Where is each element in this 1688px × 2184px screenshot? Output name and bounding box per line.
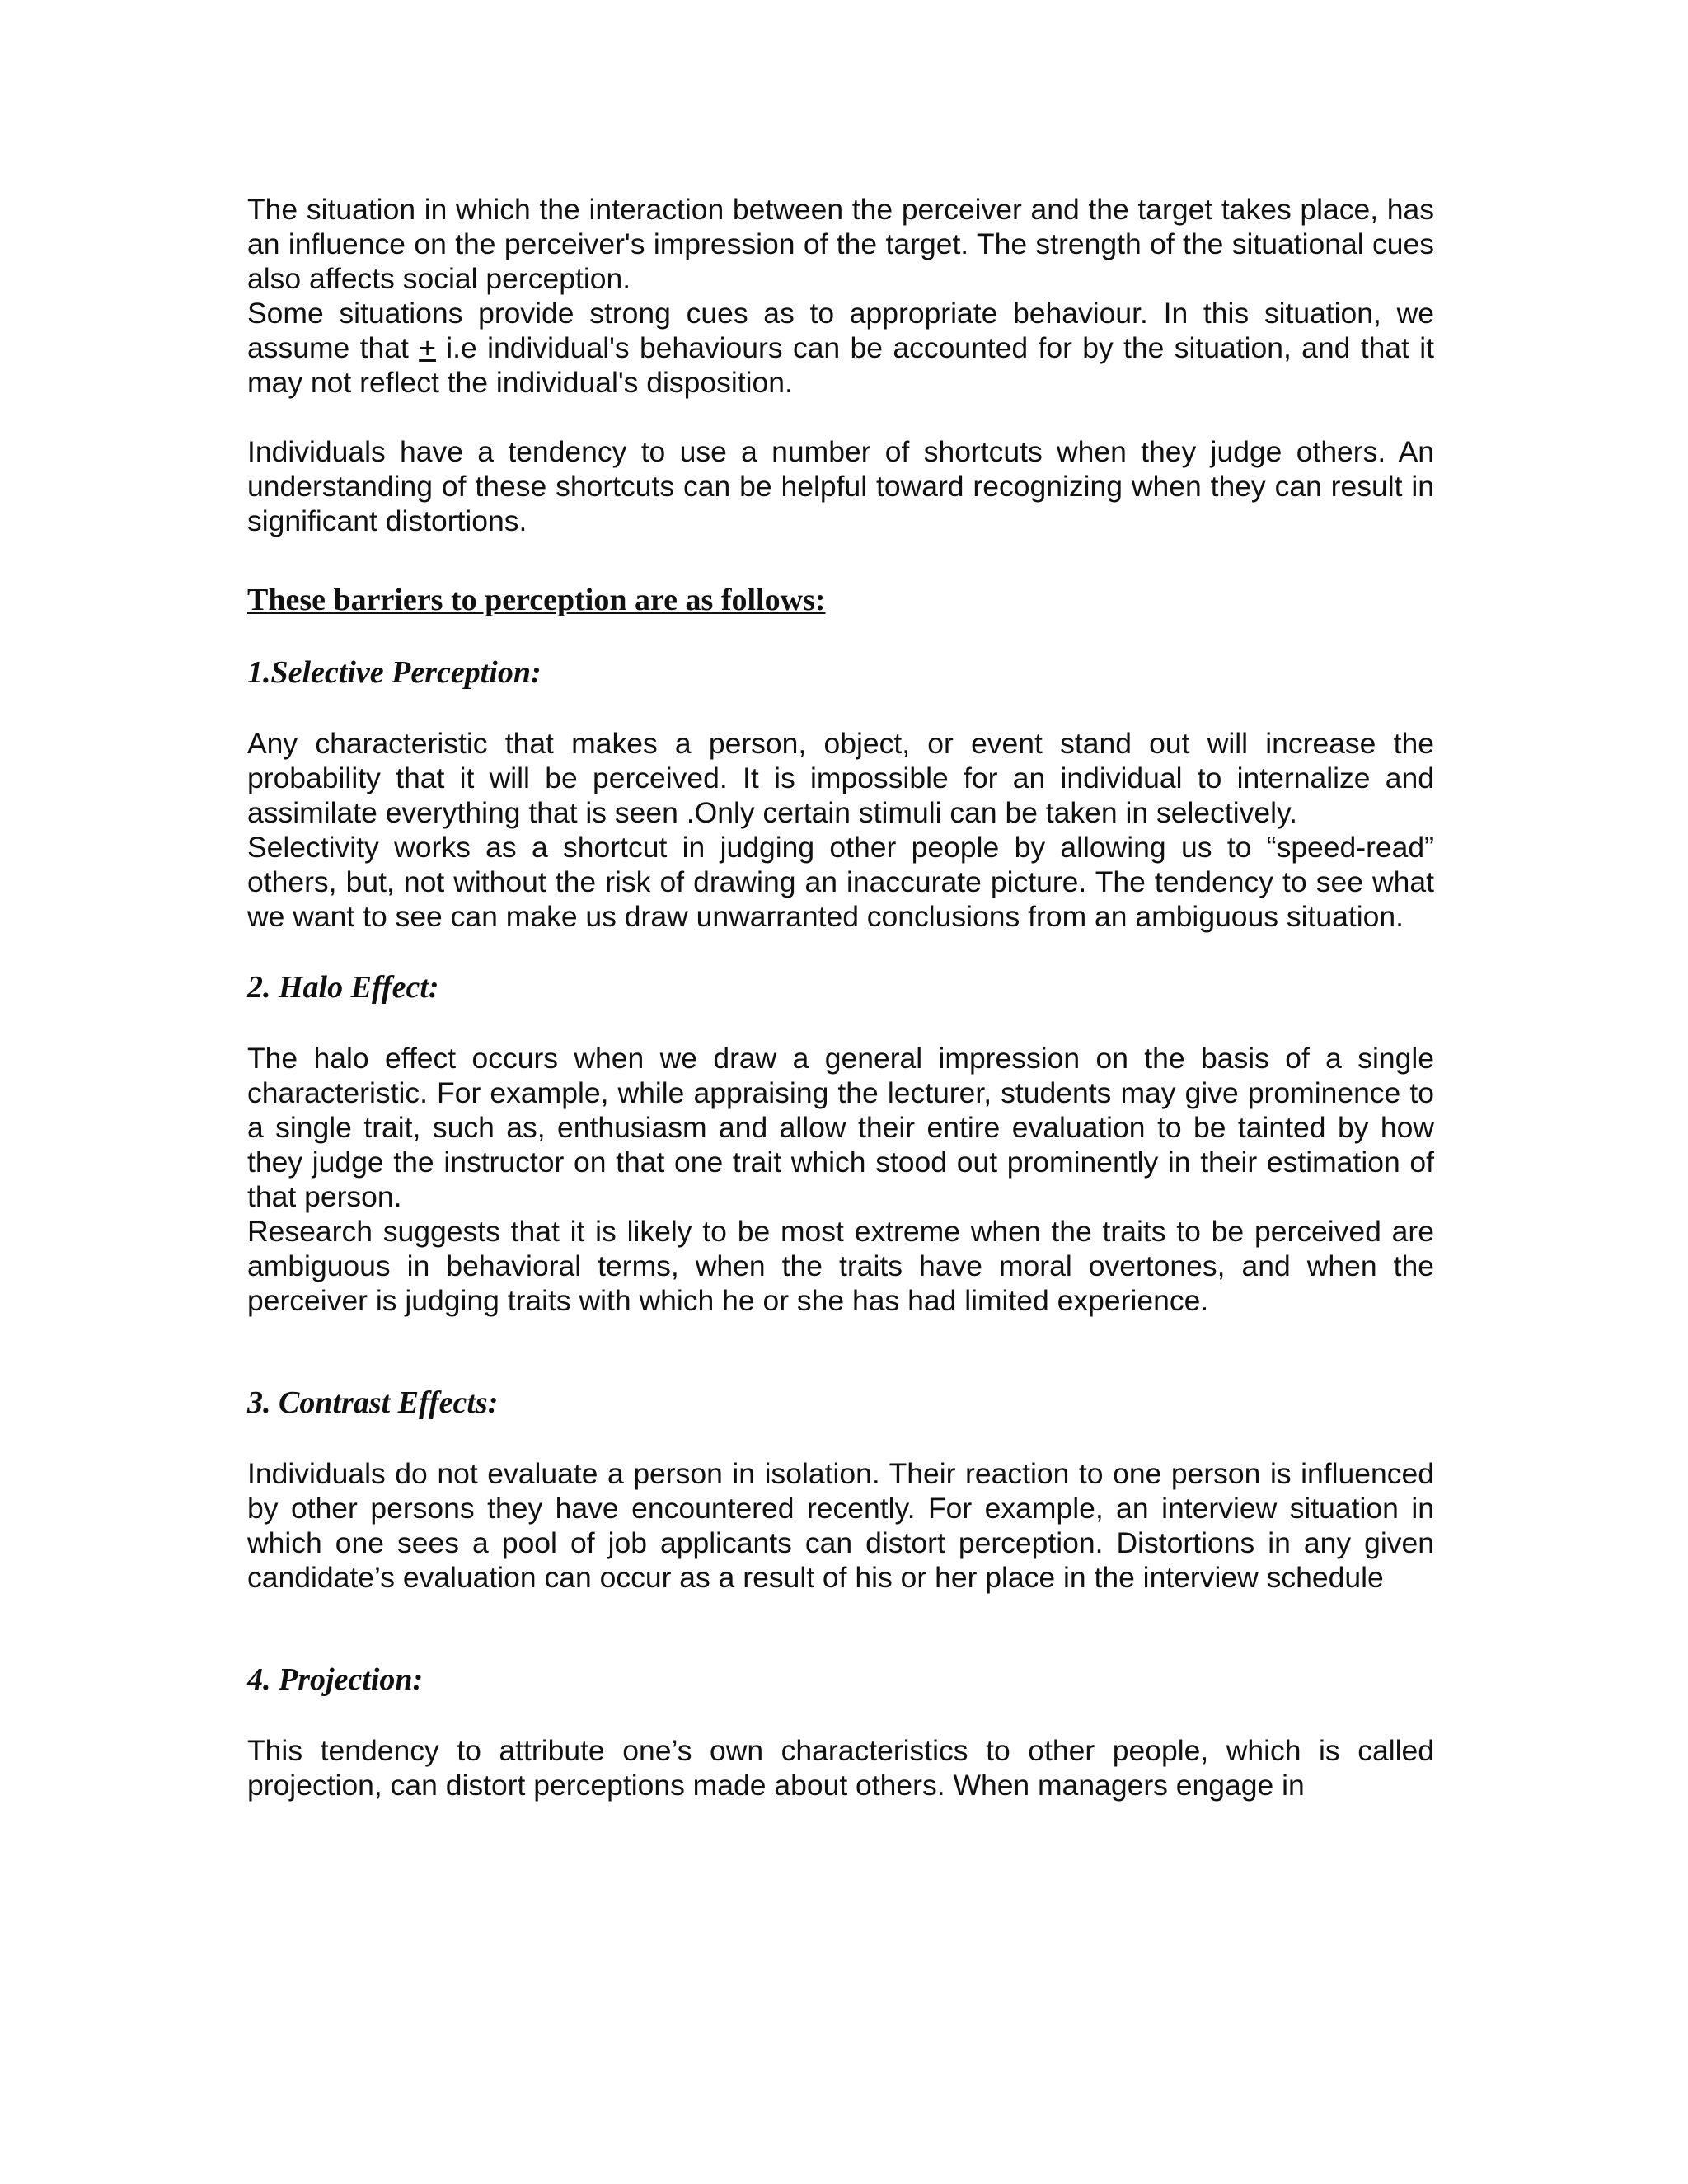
spacer bbox=[247, 934, 1434, 968]
section-heading-halo-effect: 2. Halo Effect: bbox=[247, 970, 439, 1005]
intro-paragraph-situation: The situation in which the interaction between the perceiver and the target takes place, has an influence on the perceiver's impression of the target. The strength of the situational cues also affects social perception. bbox=[247, 193, 1434, 295]
intro-paragraph-cues-text-end: i.e individual's behaviours can be accounted for by the situation, and that it may not reflect the individual's disposition. bbox=[247, 331, 1434, 399]
section-heading-selective-perception: 1.Selective Perception: bbox=[247, 655, 542, 690]
plus-minus-symbol: + bbox=[419, 331, 436, 364]
spacer bbox=[247, 400, 1434, 434]
contrast-effects-paragraph: Individuals do not evaluate a person in isolation. Their reaction to one person is influenced by other persons they have encountered recently. For example, an interview situation in which one sees a pool of job applicants can distort perception. Distortions in any given candidate’s evaluation can occur as a result of his or her place in the interview schedule bbox=[247, 1457, 1434, 1594]
barriers-heading: These barriers to perception are as follows: bbox=[247, 583, 826, 617]
spacer bbox=[247, 1422, 1434, 1456]
section-heading-projection: 4. Projection: bbox=[247, 1662, 424, 1697]
spacer bbox=[247, 1006, 1434, 1041]
intro-paragraph-cues bbox=[247, 296, 1434, 400]
projection-paragraph: This tendency to attribute one’s own characteristics to other people, which is called projection, can distort perceptions made about others. When managers engage in bbox=[247, 1734, 1434, 1802]
spacer bbox=[247, 619, 1434, 654]
section-heading-contrast-effects: 3. Contrast Effects: bbox=[247, 1385, 499, 1420]
spacer bbox=[247, 538, 1434, 581]
spacer bbox=[247, 1595, 1434, 1661]
spacer bbox=[247, 1318, 1434, 1384]
spacer bbox=[247, 691, 1434, 726]
intro-paragraph-cues-text-start: Some situations provide strong cues as to appropriate behaviour. In this situation, we assume that bbox=[247, 297, 1434, 364]
halo-effect-paragraph-1: The halo effect occurs when we draw a general impression on the basis of a single characteristic. For example, while appraising the lecturer, students may give prominence to a single trait, such as, enthusiasm and allow their entire evaluation to be tainted by how they judge the instructor on that one trait which stood out prominently in their estimation of that person. bbox=[247, 1042, 1434, 1213]
spacer bbox=[247, 1699, 1434, 1733]
selective-perception-paragraph-1: Any characteristic that makes a person, object, or event stand out will increase the probability that it will be perceived. It is impossible for an individual to internalize and assimilate everything that is seen .Only certain stimuli can be taken in selectively. bbox=[247, 727, 1434, 829]
document-body bbox=[247, 192, 1434, 1802]
halo-effect-paragraph-2: Research suggests that it is likely to be most extreme when the traits to be perceived are ambiguous in behavioral terms, when the traits have moral overtones, and when the perceiver is judging traits with which he or she has had limited experience. bbox=[247, 1215, 1434, 1317]
selective-perception-paragraph-2: Selectivity works as a shortcut in judging other people by allowing us to “speed-read” others, but, not without the risk of drawing an inaccurate picture. The tendency to see what we want to see can make us draw unwarranted conclusions from an ambiguous situation. bbox=[247, 831, 1434, 933]
intro-paragraph-shortcuts: Individuals have a tendency to use a number of shortcuts when they judge others. An understanding of these shortcuts can be helpful toward recognizing when they can result in significant distortions. bbox=[247, 435, 1434, 537]
